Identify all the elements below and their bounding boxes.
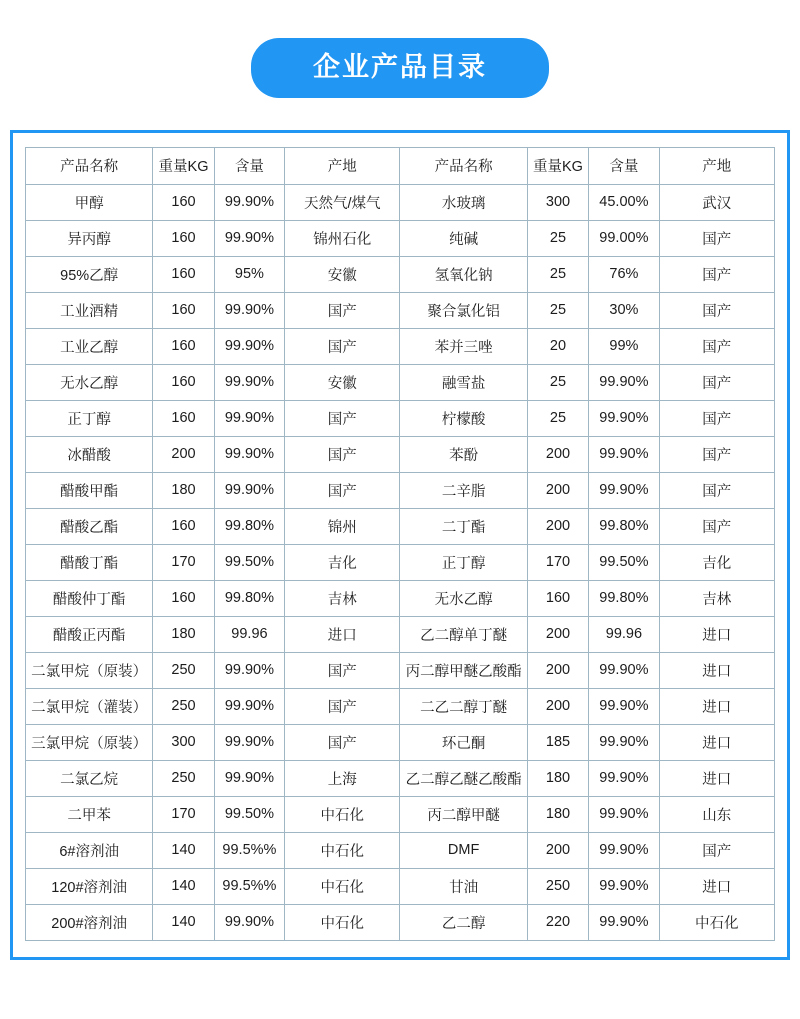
cell-weight: 170 — [153, 796, 214, 832]
cell-origin: 国产 — [659, 436, 774, 472]
table-body — [26, 184, 775, 940]
table-row — [26, 616, 775, 652]
column-header-product-name-1: 产品名称 — [26, 147, 153, 184]
cell-purity: 99.90% — [589, 400, 659, 436]
cell-weight: 250 — [527, 868, 588, 904]
table-row — [26, 292, 775, 328]
table-row — [26, 184, 775, 220]
cell-product-name: 三氯甲烷（原装） — [26, 724, 153, 760]
cell-weight: 200 — [153, 436, 214, 472]
cell-product-name: 二氯甲烷（灌装） — [26, 688, 153, 724]
cell-product-name: 乙二醇乙醚乙酸酯 — [400, 760, 527, 796]
cell-origin: 国产 — [285, 436, 400, 472]
cell-product-name: 200#溶剂油 — [26, 904, 153, 940]
cell-purity: 99.90% — [214, 400, 284, 436]
cell-purity: 99.5%% — [214, 832, 284, 868]
cell-origin: 国产 — [659, 256, 774, 292]
column-header-purity-1: 含量 — [214, 147, 284, 184]
cell-product-name: 6#溶剂油 — [26, 832, 153, 868]
cell-product-name: 融雪盐 — [400, 364, 527, 400]
cell-weight: 140 — [153, 832, 214, 868]
cell-product-name: 95%乙醇 — [26, 256, 153, 292]
cell-origin: 锦州 — [285, 508, 400, 544]
cell-origin: 国产 — [659, 364, 774, 400]
column-header-product-name-2: 产品名称 — [400, 147, 527, 184]
table-row — [26, 796, 775, 832]
table-row — [26, 688, 775, 724]
cell-purity: 99.90% — [589, 760, 659, 796]
cell-purity: 45.00% — [589, 184, 659, 220]
cell-origin: 国产 — [659, 832, 774, 868]
cell-origin: 国产 — [285, 688, 400, 724]
cell-purity: 99.5%% — [214, 868, 284, 904]
cell-product-name: 聚合氯化铝 — [400, 292, 527, 328]
cell-purity: 99.90% — [589, 724, 659, 760]
cell-purity: 99.80% — [589, 580, 659, 616]
cell-origin: 国产 — [659, 472, 774, 508]
cell-purity: 30% — [589, 292, 659, 328]
cell-origin: 国产 — [659, 292, 774, 328]
table-row — [26, 472, 775, 508]
table-row — [26, 508, 775, 544]
cell-origin: 国产 — [659, 220, 774, 256]
cell-origin: 国产 — [285, 652, 400, 688]
cell-product-name: 工业酒精 — [26, 292, 153, 328]
cell-weight: 160 — [153, 220, 214, 256]
page-title: 企业产品目录 — [251, 38, 549, 98]
cell-purity: 99.80% — [214, 508, 284, 544]
cell-weight: 200 — [527, 688, 588, 724]
cell-weight: 180 — [527, 796, 588, 832]
cell-purity: 99.90% — [589, 472, 659, 508]
cell-weight: 300 — [527, 184, 588, 220]
cell-purity: 99.90% — [214, 220, 284, 256]
column-header-purity-2: 含量 — [589, 147, 659, 184]
cell-weight: 25 — [527, 220, 588, 256]
column-header-weight-2: 重量KG — [527, 147, 588, 184]
cell-weight: 250 — [153, 760, 214, 796]
table-row — [26, 724, 775, 760]
table-row — [26, 220, 775, 256]
cell-product-name: DMF — [400, 832, 527, 868]
cell-weight: 160 — [153, 364, 214, 400]
cell-product-name: 无水乙醇 — [400, 580, 527, 616]
cell-product-name: 水玻璃 — [400, 184, 527, 220]
cell-purity: 99.90% — [214, 472, 284, 508]
cell-origin: 中石化 — [659, 904, 774, 940]
cell-product-name: 工业乙醇 — [26, 328, 153, 364]
cell-purity: 99.90% — [214, 724, 284, 760]
cell-origin: 国产 — [659, 328, 774, 364]
table-row — [26, 328, 775, 364]
table-row — [26, 904, 775, 940]
table-row — [26, 832, 775, 868]
cell-weight: 25 — [527, 400, 588, 436]
cell-weight: 300 — [153, 724, 214, 760]
cell-origin: 上海 — [285, 760, 400, 796]
cell-purity: 99% — [589, 328, 659, 364]
cell-purity: 99.90% — [214, 292, 284, 328]
cell-purity: 99.90% — [589, 364, 659, 400]
table-row — [26, 652, 775, 688]
cell-product-name: 环己酮 — [400, 724, 527, 760]
cell-purity: 99.90% — [214, 688, 284, 724]
cell-product-name: 正丁醇 — [26, 400, 153, 436]
column-header-origin-1: 产地 — [285, 147, 400, 184]
cell-product-name: 醋酸乙酯 — [26, 508, 153, 544]
cell-purity: 99.90% — [214, 328, 284, 364]
table-row — [26, 580, 775, 616]
cell-purity: 99.50% — [214, 796, 284, 832]
cell-origin: 进口 — [659, 724, 774, 760]
cell-origin: 国产 — [285, 472, 400, 508]
cell-product-name: 120#溶剂油 — [26, 868, 153, 904]
cell-purity: 99.90% — [214, 184, 284, 220]
cell-product-name: 氢氧化钠 — [400, 256, 527, 292]
cell-weight: 25 — [527, 364, 588, 400]
cell-purity: 99.50% — [589, 544, 659, 580]
cell-origin: 中石化 — [285, 796, 400, 832]
cell-product-name: 乙二醇单丁醚 — [400, 616, 527, 652]
cell-weight: 160 — [153, 256, 214, 292]
cell-weight: 180 — [527, 760, 588, 796]
cell-product-name: 苯并三唑 — [400, 328, 527, 364]
cell-weight: 160 — [153, 292, 214, 328]
cell-origin: 国产 — [659, 400, 774, 436]
cell-purity: 99.90% — [589, 796, 659, 832]
column-header-origin-2: 产地 — [659, 147, 774, 184]
cell-product-name: 二辛脂 — [400, 472, 527, 508]
cell-origin: 安徽 — [285, 364, 400, 400]
cell-weight: 170 — [153, 544, 214, 580]
cell-origin: 国产 — [285, 400, 400, 436]
cell-origin: 吉化 — [285, 544, 400, 580]
table-row — [26, 760, 775, 796]
table-row — [26, 868, 775, 904]
cell-origin: 国产 — [285, 292, 400, 328]
cell-product-name: 醋酸正丙酯 — [26, 616, 153, 652]
cell-weight: 250 — [153, 688, 214, 724]
cell-weight: 25 — [527, 292, 588, 328]
cell-origin: 国产 — [659, 508, 774, 544]
cell-weight: 200 — [527, 436, 588, 472]
cell-purity: 99.50% — [214, 544, 284, 580]
cell-origin: 中石化 — [285, 904, 400, 940]
cell-weight: 200 — [527, 652, 588, 688]
cell-origin: 天然气/煤气 — [285, 184, 400, 220]
cell-origin: 进口 — [285, 616, 400, 652]
cell-weight: 160 — [153, 184, 214, 220]
cell-purity: 99.96 — [589, 616, 659, 652]
cell-origin: 山东 — [659, 796, 774, 832]
table-row — [26, 400, 775, 436]
cell-origin: 吉林 — [285, 580, 400, 616]
cell-product-name: 甘油 — [400, 868, 527, 904]
cell-origin: 吉化 — [659, 544, 774, 580]
cell-purity: 99.90% — [214, 436, 284, 472]
cell-weight: 180 — [153, 616, 214, 652]
cell-purity: 99.80% — [214, 580, 284, 616]
cell-product-name: 丙二醇甲醚 — [400, 796, 527, 832]
cell-purity: 99.96 — [214, 616, 284, 652]
cell-purity: 99.90% — [589, 904, 659, 940]
table-row — [26, 436, 775, 472]
cell-product-name: 醋酸甲酯 — [26, 472, 153, 508]
cell-origin: 国产 — [285, 724, 400, 760]
cell-weight: 160 — [153, 400, 214, 436]
cell-product-name: 醋酸丁酯 — [26, 544, 153, 580]
cell-purity: 99.90% — [214, 904, 284, 940]
table-row — [26, 364, 775, 400]
cell-purity: 99.90% — [589, 436, 659, 472]
cell-product-name: 无水乙醇 — [26, 364, 153, 400]
cell-weight: 220 — [527, 904, 588, 940]
cell-weight: 160 — [153, 508, 214, 544]
table-header — [26, 147, 775, 184]
cell-purity: 99.90% — [589, 652, 659, 688]
cell-origin: 进口 — [659, 868, 774, 904]
cell-purity: 99.80% — [589, 508, 659, 544]
cell-purity: 95% — [214, 256, 284, 292]
cell-weight: 140 — [153, 904, 214, 940]
catalog-frame — [10, 130, 790, 960]
cell-weight: 185 — [527, 724, 588, 760]
cell-purity: 99.90% — [214, 652, 284, 688]
cell-weight: 25 — [527, 256, 588, 292]
cell-weight: 180 — [153, 472, 214, 508]
cell-origin: 中石化 — [285, 868, 400, 904]
cell-product-name: 苯酚 — [400, 436, 527, 472]
cell-origin: 吉林 — [659, 580, 774, 616]
cell-purity: 99.90% — [589, 832, 659, 868]
cell-origin: 进口 — [659, 688, 774, 724]
cell-product-name: 冰醋酸 — [26, 436, 153, 472]
cell-weight: 160 — [153, 328, 214, 364]
cell-purity: 99.90% — [589, 688, 659, 724]
table-row — [26, 544, 775, 580]
column-header-weight-1: 重量KG — [153, 147, 214, 184]
cell-product-name: 丙二醇甲醚乙酸酯 — [400, 652, 527, 688]
cell-origin: 进口 — [659, 760, 774, 796]
cell-product-name: 纯碱 — [400, 220, 527, 256]
cell-weight: 200 — [527, 472, 588, 508]
cell-product-name: 乙二醇 — [400, 904, 527, 940]
title-container — [0, 0, 800, 98]
cell-weight: 200 — [527, 616, 588, 652]
cell-product-name: 柠檬酸 — [400, 400, 527, 436]
cell-product-name: 甲醇 — [26, 184, 153, 220]
cell-weight: 170 — [527, 544, 588, 580]
cell-origin: 武汉 — [659, 184, 774, 220]
cell-weight: 200 — [527, 832, 588, 868]
table-header-row — [26, 147, 775, 184]
cell-product-name: 二氯乙烷 — [26, 760, 153, 796]
cell-weight: 20 — [527, 328, 588, 364]
cell-product-name: 异丙醇 — [26, 220, 153, 256]
cell-origin: 国产 — [285, 328, 400, 364]
cell-purity: 99.00% — [589, 220, 659, 256]
cell-origin: 进口 — [659, 616, 774, 652]
product-table — [25, 147, 775, 941]
cell-purity: 99.90% — [214, 364, 284, 400]
cell-origin: 安徽 — [285, 256, 400, 292]
table-row — [26, 256, 775, 292]
cell-weight: 160 — [153, 580, 214, 616]
cell-weight: 200 — [527, 508, 588, 544]
cell-product-name: 二甲苯 — [26, 796, 153, 832]
cell-origin: 进口 — [659, 652, 774, 688]
cell-origin: 锦州石化 — [285, 220, 400, 256]
cell-product-name: 二乙二醇丁醚 — [400, 688, 527, 724]
cell-purity: 76% — [589, 256, 659, 292]
cell-weight: 140 — [153, 868, 214, 904]
cell-purity: 99.90% — [214, 760, 284, 796]
cell-weight: 160 — [527, 580, 588, 616]
cell-purity: 99.90% — [589, 868, 659, 904]
cell-weight: 250 — [153, 652, 214, 688]
cell-origin: 中石化 — [285, 832, 400, 868]
cell-product-name: 醋酸仲丁酯 — [26, 580, 153, 616]
cell-product-name: 二氯甲烷（原装） — [26, 652, 153, 688]
cell-product-name: 正丁醇 — [400, 544, 527, 580]
cell-product-name: 二丁酯 — [400, 508, 527, 544]
